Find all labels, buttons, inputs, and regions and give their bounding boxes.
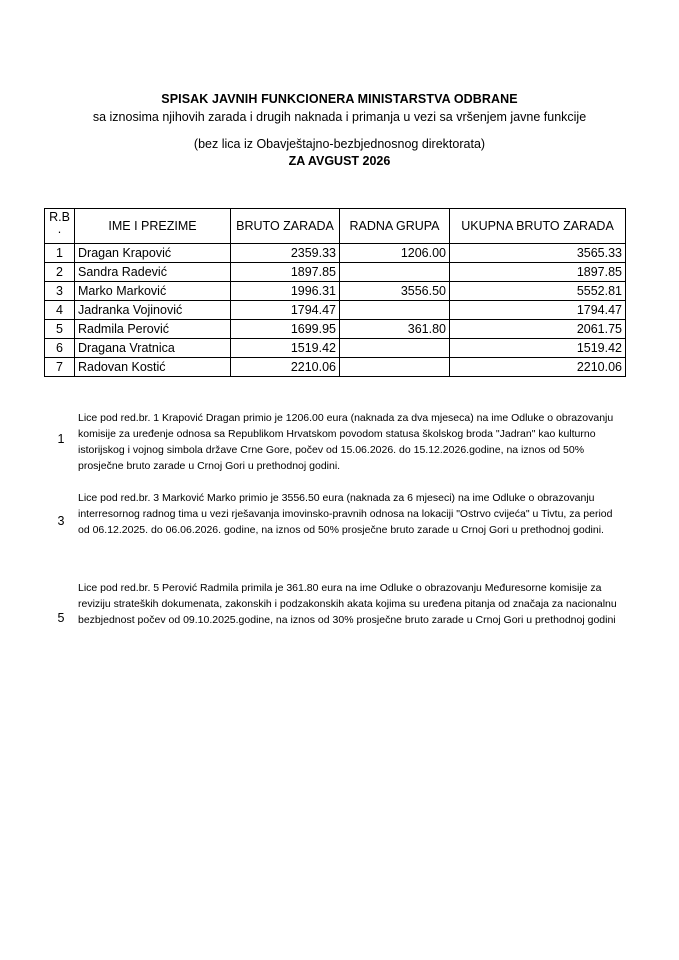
header-grupa: RADNA GRUPA [340, 209, 450, 244]
cell-ukupno: 1519.42 [450, 339, 626, 358]
table-row [45, 320, 626, 339]
cell-bruto: 1519.42 [231, 339, 340, 358]
cell-name: Sandra Radević [75, 263, 231, 282]
cell-rb: 7 [45, 358, 75, 377]
document-title: SPISAK JAVNIH FUNKCIONERA MINISTARSTVA ODBRANE [161, 92, 518, 106]
cell-ukupno: 1897.85 [450, 263, 626, 282]
cell-ukupno: 5552.81 [450, 282, 626, 301]
cell-ukupno: 2210.06 [450, 358, 626, 377]
table-row [45, 358, 626, 377]
cell-grupa [340, 339, 450, 358]
cell-bruto: 2210.06 [231, 358, 340, 377]
cell-bruto: 1794.47 [231, 301, 340, 320]
cell-grupa: 361.80 [340, 320, 450, 339]
header-bruto: BRUTO ZARADA [231, 209, 340, 244]
cell-name: Dragan Krapović [75, 244, 231, 263]
cell-rb: 4 [45, 301, 75, 320]
cell-rb: 2 [45, 263, 75, 282]
table-header-row [45, 209, 626, 244]
cell-rb: 5 [45, 320, 75, 339]
cell-name: Marko Marković [75, 282, 231, 301]
table-row [45, 244, 626, 263]
cell-grupa [340, 263, 450, 282]
document-period: ZA AVGUST 2026 [288, 154, 391, 168]
cell-name: Dragana Vratnica [75, 339, 231, 358]
header-rb [45, 209, 75, 244]
footnote-text: Lice pod red.br. 1 Krapović Dragan primio je 1206.00 eura (naknada za dva mjeseca) na ime Odluke o obrazovanju komisije za uređenje odnosa sa Republikom Hrvatskom povodom statusa školskog broda "Jadran" kao kulturno istorijskog i vojnog simbola države Crne Gore, počev od 15.06.2026. do 15.12.2026.godine, na iznos od 50% prosječne bruto zarade u Crnoj Gori u prethodnoj godini. [78, 412, 614, 472]
footnote-number: 3 [57, 514, 65, 528]
footnote-text: Lice pod red.br. 3 Marković Marko primio je 3556.50 eura (naknada za 6 mjeseci) na ime Odluke o obrazovanju interresornog radnog tima u vezi rješavanja imovinsko-pravnih odnosa na lokaciji "Ostrvo cvijeća" u Tivtu, za period od 06.12.2025. do 06.06.2026. godine, na iznos od 50% prosječne bruto zarade u Crnoj Gori u prethodnoj godini. [78, 492, 613, 536]
table-row [45, 339, 626, 358]
cell-grupa: 3556.50 [340, 282, 450, 301]
document-subtitle: sa iznosima njihovih zarada i drugih naknada i primanja u vezi sa vršenjem javne funkcije [92, 110, 587, 124]
footnote-text: Lice pod red.br. 5 Perović Radmila primila je 361.80 eura na ime Odluke o obrazovanju Međuresorne komisije za reviziju strateških dokumenata, zakonskih i podzakonskih akata kojima su uređena pitanja od značaja za nacionalnu bezbjednost počev od 09.10.2025.godine, na iznos od 30% prosječne bruto zarade u Crnoj Gori u prethodnoj godini [78, 582, 617, 626]
cell-grupa: 1206.00 [340, 244, 450, 263]
table-row [45, 282, 626, 301]
cell-bruto: 2359.33 [231, 244, 340, 263]
cell-rb: 6 [45, 339, 75, 358]
header-name: IME I PREZIME [75, 209, 231, 244]
table-row [45, 301, 626, 320]
header-ukupno: UKUPNA BRUTO ZARADA [450, 209, 626, 244]
cell-name: Radmila Perović [75, 320, 231, 339]
cell-grupa [340, 358, 450, 377]
cell-grupa [340, 301, 450, 320]
footnote-number: 5 [57, 611, 65, 625]
cell-ukupno: 1794.47 [450, 301, 626, 320]
cell-bruto: 1996.31 [231, 282, 340, 301]
cell-name: Jadranka Vojinović [75, 301, 231, 320]
cell-ukupno: 3565.33 [450, 244, 626, 263]
salary-table [44, 208, 626, 377]
cell-name: Radovan Kostić [75, 358, 231, 377]
cell-bruto: 1699.95 [231, 320, 340, 339]
cell-bruto: 1897.85 [231, 263, 340, 282]
header-rb-label: R.B . [49, 210, 70, 236]
cell-rb: 3 [45, 282, 75, 301]
table-row [45, 263, 626, 282]
cell-rb: 1 [45, 244, 75, 263]
cell-ukupno: 2061.75 [450, 320, 626, 339]
document-note: (bez lica iz Obavještajno-bezbjednosnog direktorata) [193, 137, 486, 151]
footnote-number: 1 [57, 432, 65, 446]
